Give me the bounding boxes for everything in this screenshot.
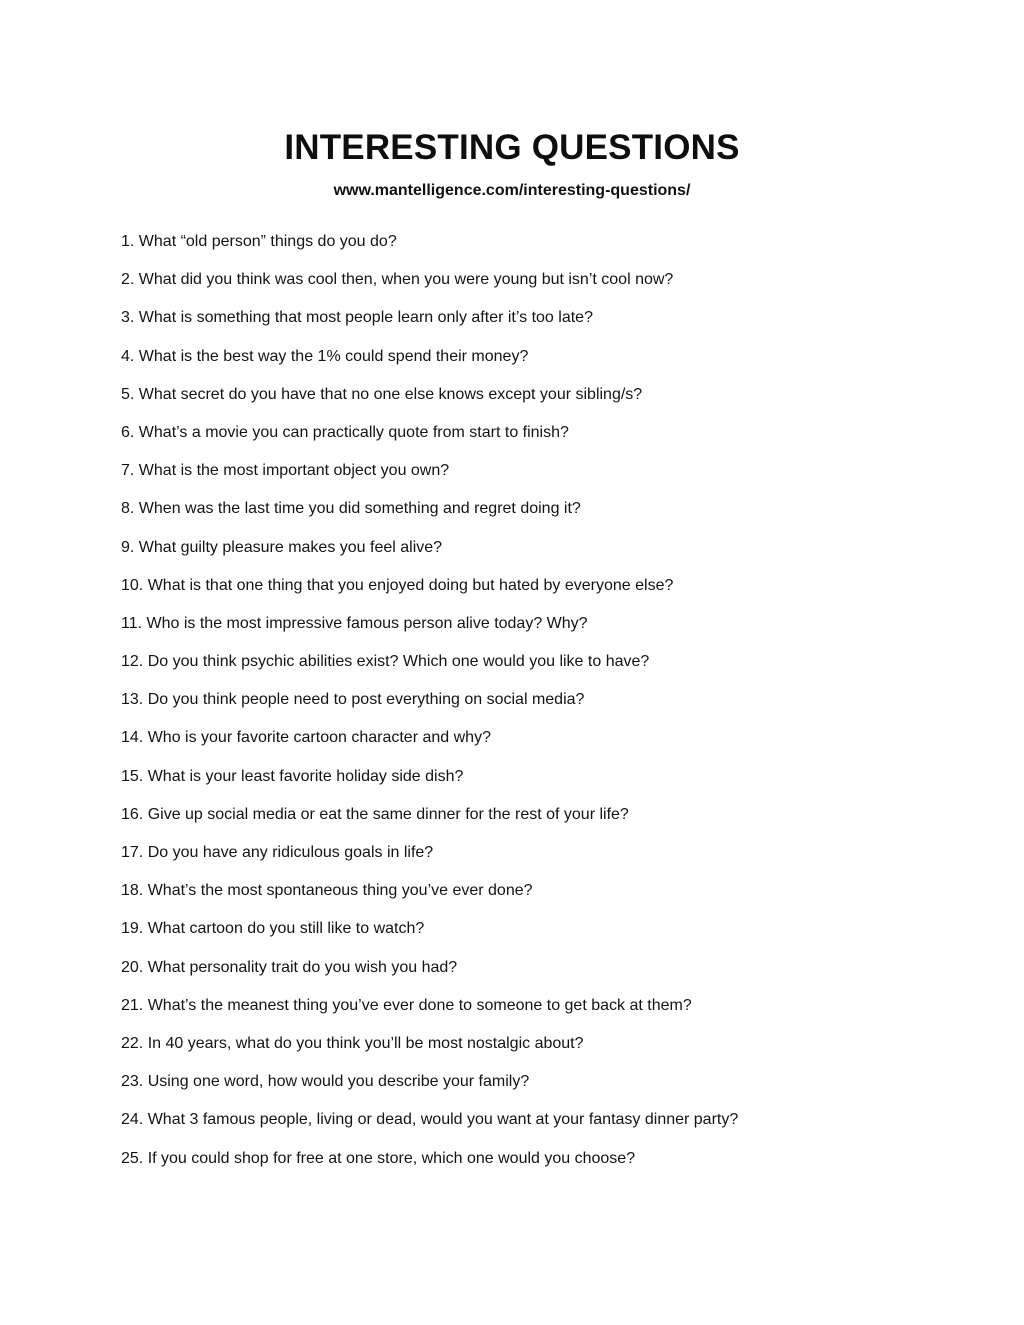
question-item: 25. If you could shop for free at one store, which one would you choose? — [121, 1149, 636, 1167]
question-item: 1. What “old person” things do you do? — [121, 233, 397, 250]
question-item: 11. Who is the most impressive famous person alive today? Why? — [121, 614, 588, 632]
question-item: 13. Do you think people need to post everything on social media? — [121, 691, 585, 709]
question-item: 9. What guilty pleasure makes you feel alive? — [121, 538, 443, 556]
question-item: 20. What personality trait do you wish you had? — [121, 958, 458, 976]
question-item: 5. What secret do you have that no one else knows except your sibling/s? — [121, 385, 643, 403]
question-item: 17. Do you have any ridiculous goals in life? — [121, 844, 434, 861]
page-title: INTERESTING QUESTIONS — [284, 128, 740, 167]
question-item: 8. When was the last time you did something and regret doing it? — [121, 500, 581, 518]
question-item: 2. What did you think was cool then, when you were young but isn’t cool now? — [121, 271, 674, 289]
question-item: 6. What’s a movie you can practically quote from start to finish? — [121, 423, 569, 441]
question-item: 22. In 40 years, what do you think you’ll be most nostalgic about? — [121, 1034, 584, 1052]
question-item: 18. What’s the most spontaneous thing you’ve ever done? — [121, 882, 533, 900]
question-item: 19. What cartoon do you still like to watch? — [121, 920, 425, 938]
question-item: 21. What’s the meanest thing you’ve ever done to someone to get back at them? — [121, 996, 692, 1014]
question-item: 16. Give up social media or eat the same dinner for the rest of your life? — [121, 805, 629, 823]
question-item: 23. Using one word, how would you describe your family? — [121, 1073, 530, 1091]
question-item: 10. What is that one thing that you enjoyed doing but hated by everyone else? — [121, 576, 674, 594]
question-item: 24. What 3 famous people, living or dead, would you want at your fantasy dinner party? — [121, 1111, 739, 1129]
question-list — [121, 230, 881, 1185]
question-item: 12. Do you think psychic abilities exist? Which one would you like to have? — [121, 653, 650, 671]
question-item: 14. Who is your favorite cartoon character and why? — [121, 729, 491, 747]
question-item: 7. What is the most important object you own? — [121, 462, 450, 480]
question-item: 3. What is something that most people learn only after it’s too late? — [121, 309, 593, 327]
question-item: 4. What is the best way the 1% could spend their money? — [121, 347, 529, 365]
question-item: 15. What is your least favorite holiday side dish? — [121, 767, 464, 785]
source-url: www.mantelligence.com/interesting-questions/ — [333, 182, 691, 199]
